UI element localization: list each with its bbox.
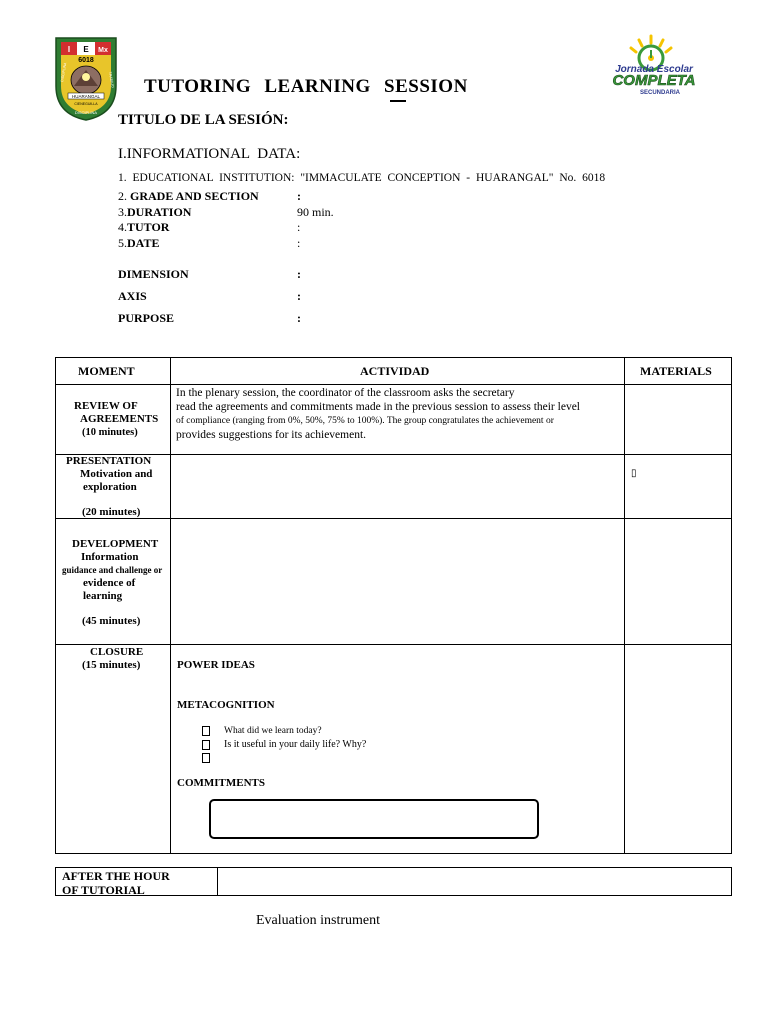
jornada-escolar-completa-logo — [604, 34, 704, 98]
table-divider — [56, 454, 731, 455]
info-label: DATE — [127, 236, 160, 250]
metacognition-questions — [202, 724, 366, 764]
review-line: REVIEW OF — [74, 400, 138, 412]
svg-text:DISCIPLINA: DISCIPLINA — [74, 110, 98, 115]
title-underline — [390, 100, 406, 102]
info-colon: : — [297, 220, 301, 234]
school-crest-logo — [54, 36, 118, 122]
review-activity-text — [176, 386, 638, 442]
review-label — [74, 400, 158, 439]
info-prefix: 4. — [118, 220, 127, 234]
svg-text:HUARANGAL: HUARANGAL — [71, 94, 101, 99]
presentation-label — [66, 455, 152, 519]
development-label — [62, 538, 162, 628]
after-line: AFTER THE HOUR — [62, 869, 170, 883]
table-divider — [217, 868, 218, 895]
info-label: DURATION — [127, 205, 192, 219]
institution-line: 1. EDUCATIONAL INSTITUTION: "IMMACULATE CONCEPTION - HUARANGAL" No. 6018 — [118, 172, 606, 184]
header-materials: MATERIALS — [640, 364, 712, 378]
review-duration: (10 minutes) — [82, 427, 138, 438]
activity-line: In the plenary session, the coordinator of the classroom asks the secretary — [176, 387, 515, 399]
info-row-duration — [118, 205, 191, 220]
presentation-line: PRESENTATION — [66, 455, 152, 467]
svg-text:TRABAJO: TRABAJO — [108, 71, 115, 89]
svg-text:E: E — [83, 45, 89, 54]
info-label: TUTOR — [127, 220, 170, 234]
presentation-duration: (20 minutes) — [82, 506, 141, 518]
activity-line: read the agreements and commitments made in the previous session to assess their level — [176, 401, 580, 413]
closure-label — [82, 646, 143, 672]
table-divider — [56, 384, 731, 385]
after-line: OF TUTORIAL — [62, 883, 145, 897]
svg-text:6018: 6018 — [78, 57, 94, 64]
info-row-tutor — [118, 220, 169, 235]
info-label: GRADE AND SECTION — [130, 189, 259, 203]
info-prefix: 5. — [118, 236, 127, 250]
info-colon: : — [297, 236, 301, 250]
svg-text:Mx: Mx — [98, 47, 108, 54]
axis-label: AXIS — [118, 289, 147, 303]
info-row-date — [118, 236, 159, 251]
dimension-colon: : — [297, 267, 301, 281]
header-moment: MOMENT — [78, 364, 135, 378]
table-divider — [56, 644, 731, 645]
session-title: TITULO DE LA SESIÓN: — [118, 112, 289, 128]
review-line: AGREEMENTS — [80, 413, 159, 425]
development-line: Information — [81, 551, 139, 563]
document-title: TUTORING LEARNING SESSION — [144, 76, 468, 97]
question-text: What did we learn today? — [224, 726, 322, 736]
commitments-heading: COMMITMENTS — [177, 777, 265, 789]
question-item — [202, 738, 366, 751]
presentation-line: exploration — [83, 481, 137, 493]
session-table — [55, 357, 732, 854]
question-text: Is it useful in your daily life? Why? — [224, 739, 367, 750]
after-tutorial-label — [62, 869, 170, 897]
after-tutorial-table — [55, 867, 732, 896]
development-line: guidance and challenge or — [62, 565, 163, 575]
development-line: DEVELOPMENT — [72, 538, 159, 550]
info-prefix: 3. — [118, 205, 127, 219]
svg-text:I: I — [67, 45, 71, 54]
axis-colon: : — [297, 289, 301, 303]
svg-text:SECUNDARIA: SECUNDARIA — [639, 90, 681, 96]
table-divider — [170, 358, 171, 853]
purpose-label: PURPOSE — [118, 311, 175, 325]
dimension-label: DIMENSION — [118, 267, 189, 281]
power-ideas-heading: POWER IDEAS — [177, 659, 255, 671]
svg-text:COMPLETA: COMPLETA — [612, 72, 696, 89]
activity-line: of compliance (ranging from 0%, 50%, 75% to 100%). The group congratulates the achievement or — [176, 416, 554, 426]
purpose-colon: : — [297, 311, 301, 325]
evaluation-instrument-label: Evaluation instrument — [256, 913, 381, 928]
closure-duration: (15 minutes) — [82, 659, 141, 671]
question-item — [202, 724, 366, 738]
presentation-line: Motivation and — [80, 468, 153, 480]
closure-line: CLOSURE — [90, 646, 144, 658]
info-prefix: 2. — [118, 189, 130, 203]
commitments-input-box[interactable] — [209, 799, 539, 839]
material-placeholder-icon: ▯ — [631, 468, 637, 479]
info-colon: : — [297, 189, 301, 203]
metacognition-heading: METACOGNITION — [177, 699, 275, 711]
activity-line: provides suggestions for its achievement. — [176, 429, 367, 441]
info-row-grade — [118, 189, 259, 204]
development-line: learning — [83, 590, 123, 602]
checkbox-icon — [202, 753, 210, 763]
info-value: 90 min. — [297, 205, 334, 219]
question-item — [202, 751, 366, 764]
svg-text:DISCIPLINA: DISCIPLINA — [60, 62, 68, 83]
development-line: evidence of — [83, 577, 136, 589]
svg-text:Jornada Escolar: Jornada Escolar — [615, 64, 693, 75]
checkbox-icon — [202, 726, 210, 736]
checkbox-icon — [202, 740, 210, 750]
svg-text:CIENEGUILLA: CIENEGUILLA — [74, 102, 98, 106]
header-activity: ACTIVIDAD — [360, 364, 430, 378]
table-divider — [56, 518, 731, 519]
info-heading: I.INFORMATIONAL DATA: — [118, 146, 301, 162]
development-duration: (45 minutes) — [82, 615, 141, 627]
